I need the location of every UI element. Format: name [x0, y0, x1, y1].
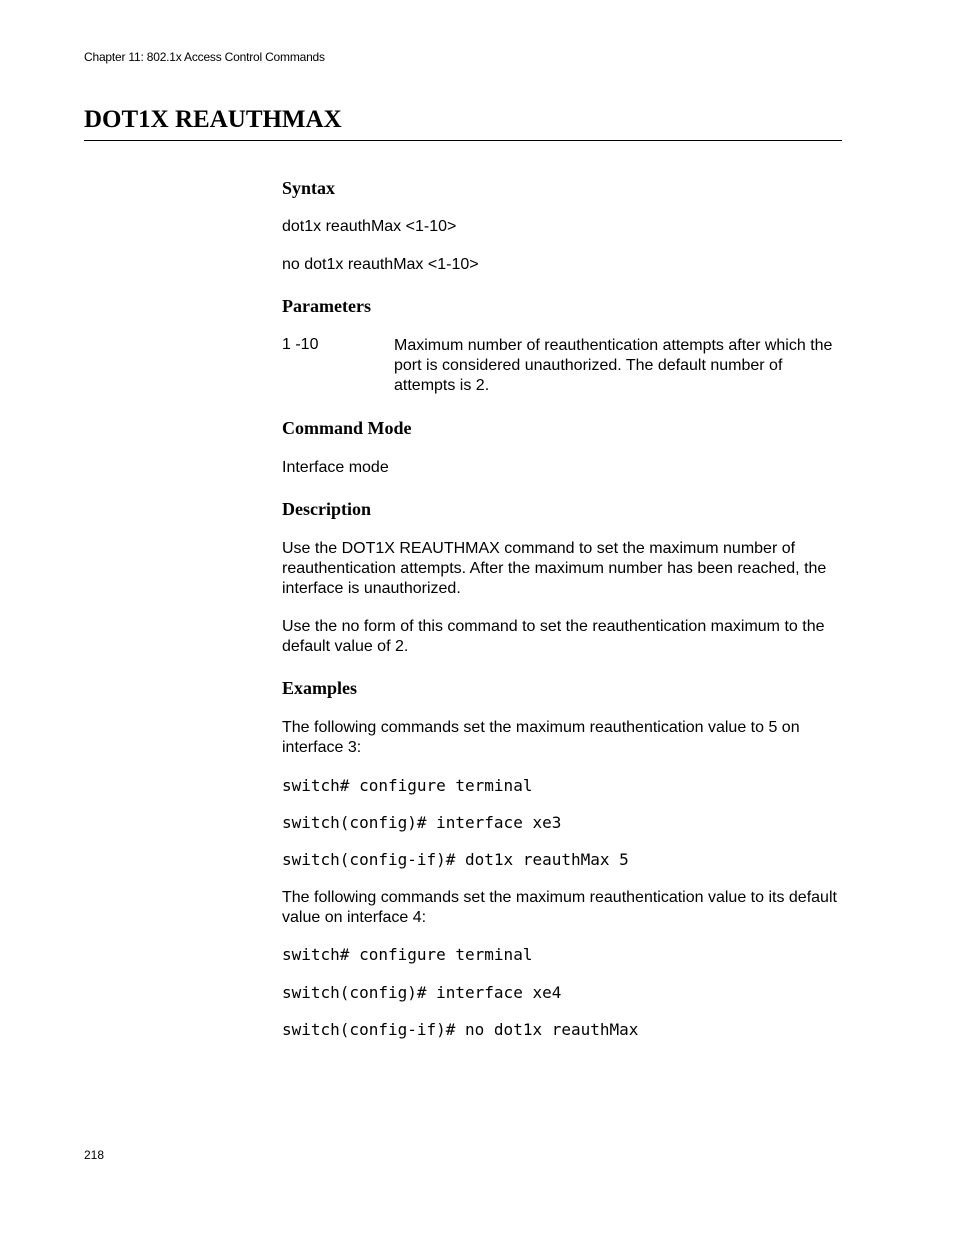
code-line: switch# configure terminal — [282, 776, 533, 795]
examples-heading: Examples — [282, 678, 358, 698]
title-rule — [84, 140, 842, 141]
code-line: switch(config)# interface xe3 — [282, 813, 562, 832]
command-mode-heading: Command Mode — [282, 418, 412, 438]
page-title: DOT1X REAUTHMAX — [84, 106, 342, 133]
code-line: switch# configure terminal — [282, 945, 533, 964]
running-head: Chapter 11: 802.1x Access Control Commands — [84, 50, 325, 64]
parameter-description: Maximum number of reauthentication attempts after which the port is considered unauthorized. The default number of attempts is 2. — [394, 337, 833, 394]
parameter-name: 1 -10 — [282, 336, 319, 353]
code-line: switch(config-if)# dot1x reauthMax 5 — [282, 850, 629, 869]
syntax-line: dot1x reauthMax <1-10> — [282, 218, 457, 235]
code-line: switch(config-if)# no dot1x reauthMax — [282, 1020, 639, 1039]
example-intro: The following commands set the maximum reauthentication value to its default value on interface 4: — [282, 889, 837, 926]
syntax-line: no dot1x reauthMax <1-10> — [282, 256, 479, 273]
parameters-heading: Parameters — [282, 296, 371, 316]
command-mode-text: Interface mode — [282, 459, 389, 476]
description-heading: Description — [282, 499, 371, 519]
description-paragraph: Use the no form of this command to set the reauthentication maximum to the default value of 2. — [282, 618, 825, 655]
syntax-heading: Syntax — [282, 178, 336, 198]
example-intro: The following commands set the maximum reauthentication value to 5 on interface 3: — [282, 719, 800, 756]
page-number: 218 — [84, 1148, 105, 1162]
code-line: switch(config)# interface xe4 — [282, 983, 562, 1002]
description-paragraph: Use the DOT1X REAUTHMAX command to set the maximum number of reauthentication attempts. After the maximum number has been reached, the interface is unauthorized. — [282, 540, 827, 597]
